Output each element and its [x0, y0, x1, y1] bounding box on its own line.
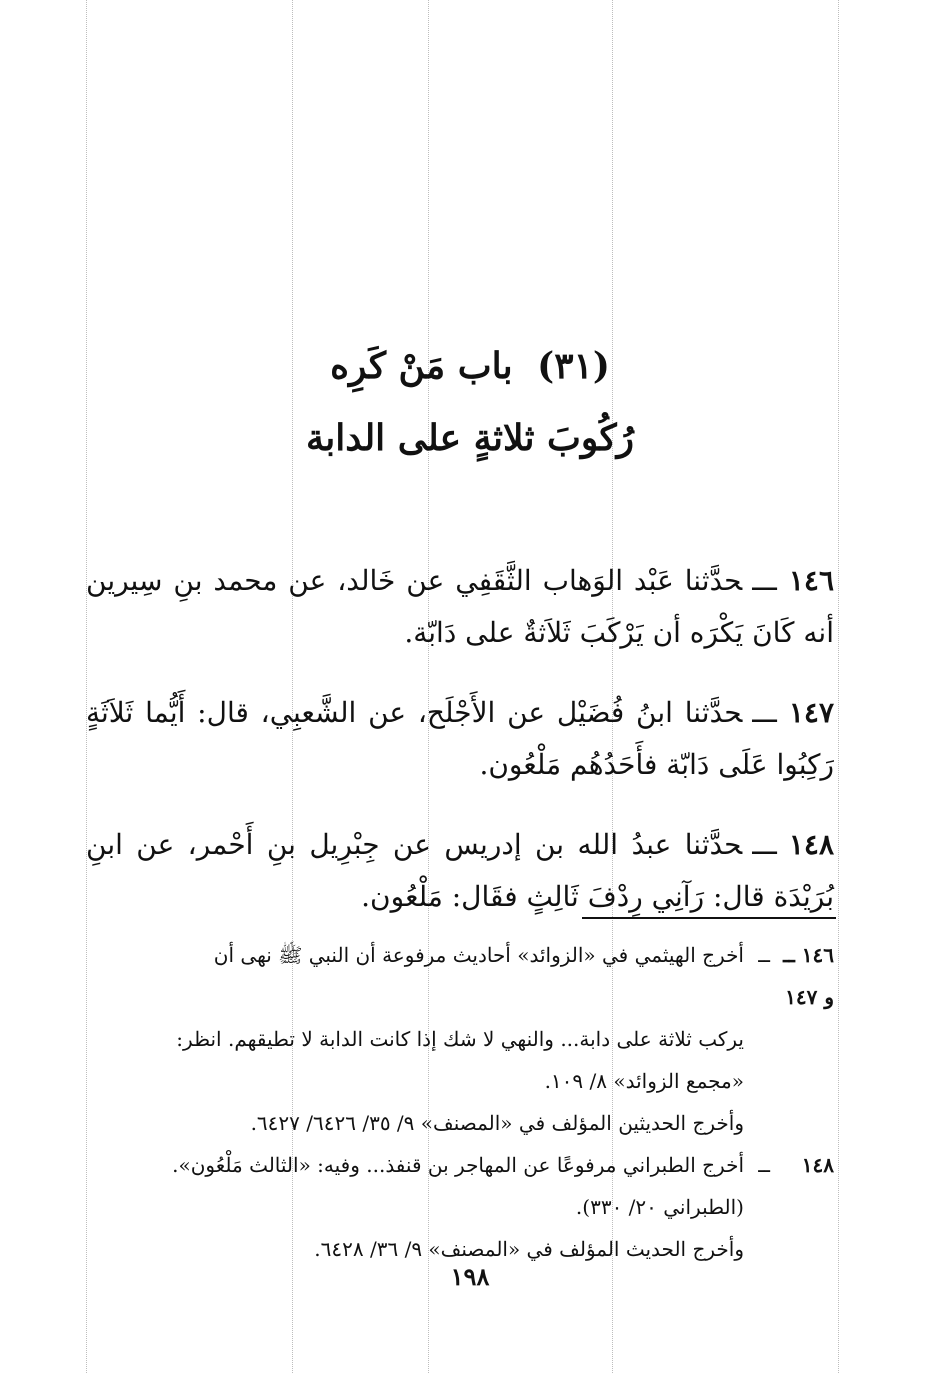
footnote-line: وأخرج الحديثين المؤلف في «المصنف» ٩/ ٣٥/ ٦٤٢٦/ ٦٤٢٧.: [250, 1111, 744, 1135]
footnote: [86, 1144, 834, 1270]
footnote-first-line: [86, 934, 834, 1018]
hadith-number: ١٤٧: [788, 696, 834, 729]
footnote-number: ١٤٦ ــ و ١٤٧: [783, 943, 834, 1009]
chapter-title-line-1: [0, 330, 940, 402]
chapter-number: (٣١): [537, 345, 610, 387]
footnote-dash: ــ: [758, 943, 770, 967]
hadith-item: [86, 819, 834, 923]
chapter-title: باب مَنْ كَرِه: [330, 345, 513, 387]
hadith-item: [86, 687, 834, 791]
footnote-first-line: [86, 1144, 834, 1186]
hadith-list: [86, 555, 834, 951]
hadith-item: [86, 555, 834, 659]
hadith-text: حدَّثنا عبدُ الله بن إدريس عن جِبْرِيل بنِ أَحْمر، عن ابنِ بُرَيْدَة قال: رَآنِي رِدْفَ ثَالِثٍ فقَال: مَلْعُون.: [86, 828, 834, 913]
hadith-number: ١٤٦: [788, 564, 834, 597]
hadith-number: ١٤٨: [788, 828, 834, 861]
footnotes: [86, 934, 834, 1270]
page-number: ١٩٨: [450, 1262, 490, 1291]
footnote-separator: [582, 917, 836, 919]
footnote-number: ١٤٨: [801, 1153, 834, 1177]
scan-guide-line: [838, 0, 839, 1373]
hadith-dash: ـــ: [752, 828, 777, 861]
hadith-text: حدَّثنا عَبْد الوَهاب الثَّقَفِي عن خَالد، عن محمد بنِ سِيرين أنه كَانَ يَكْرَه أن يَرْكَبَ ثَلاَثةٌ على دَابّة.: [86, 564, 834, 649]
footnote-dash: ــ: [758, 1153, 770, 1177]
footnote-line: أخرج الهيثمي في «الزوائد» أحاديث مرفوعة أن النبي ﷺ نهى أن: [213, 943, 744, 967]
footnote-line: وأخرج الحديث المؤلف في «المصنف» ٩/ ٣٦/ ٦٤٢٨.: [314, 1237, 744, 1261]
footnote-line: أخرج الطبراني مرفوعًا عن المهاجر بن قنفذ... وفيه: «الثالث مَلْعُون».: [172, 1153, 744, 1177]
footnote-line: «مجمع الزوائد» ٨/ ١٠٩.: [544, 1069, 744, 1093]
footnote-line: (الطبراني ٢٠/ ٣٣٠).: [575, 1195, 744, 1219]
footnote: [86, 934, 834, 1144]
chapter-title-line-2: رُكُوبَ ثلاثةٍ على الدابة: [305, 417, 635, 459]
hadith-dash: ـــ: [752, 564, 777, 597]
hadith-dash: ـــ: [752, 696, 777, 729]
hadith-text: حدَّثنا ابنُ فُضَيْل عن الأَجْلَح، عن الشَّعبِي، قال: أَيُّما ثَلاَثَةٍ رَكِبُوا عَلَى دَابّة فأَحَدُهُم مَلْعُون.: [86, 696, 834, 781]
chapter-heading: [0, 330, 940, 474]
footnote-line: يركب ثلاثة على دابة... والنهي لا شك إذا كانت الدابة لا تطيقهم. انظر:: [176, 1027, 744, 1051]
